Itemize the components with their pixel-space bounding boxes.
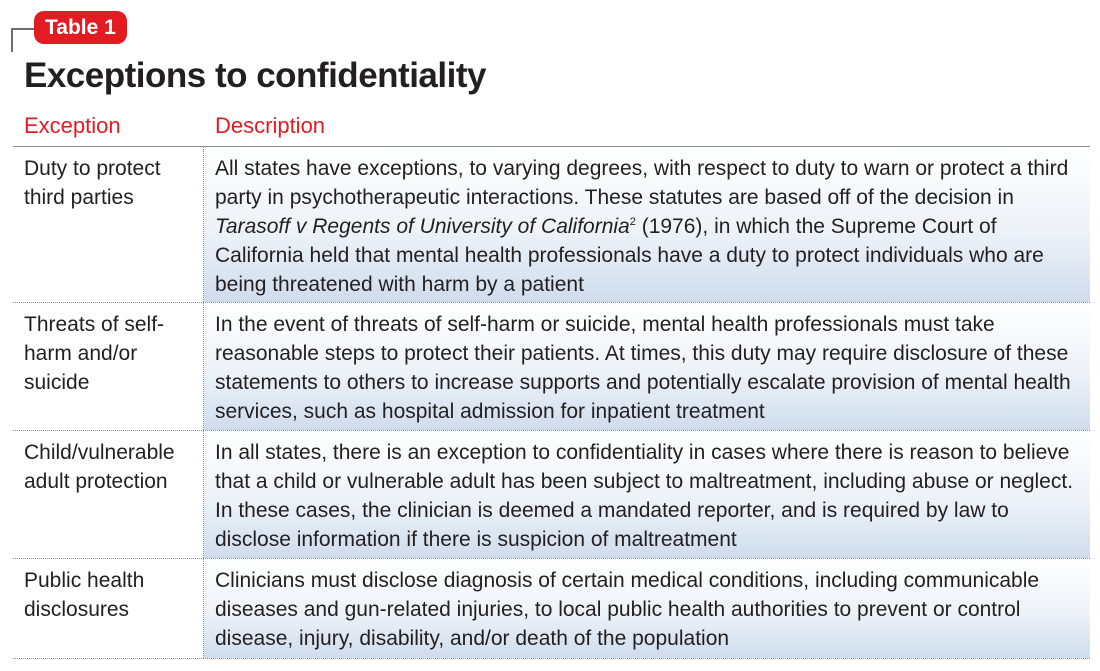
exception-cell: Child/vulnerable adult protection: [13, 431, 204, 558]
exception-cell: Duty to protect third parties: [13, 147, 204, 302]
description-cell: Clinicians must disclose diagnosis of certain medical conditions, including communicable diseases and gun-related injuries, to local public health authorities to prevent or control disease, injury, disability, and/or death of the population: [204, 559, 1090, 658]
description-text-continued: (1976), in which the Supreme Court of California held that mental health professionals have a duty to protect individuals who are being threatened with harm by a patient: [215, 215, 1044, 296]
case-citation: Tarasoff v Regents of University of California: [215, 215, 630, 238]
table-row: [13, 147, 1090, 303]
exception-cell: Threats of self-harm and/or suicide: [13, 303, 204, 430]
description-cell: In all states, there is an exception to confidentiality in cases where there is reason to believe that a child or vulnerable adult has been subject to maltreatment, including abuse or neglect. In these cases, the clinician is deemed a mandated reporter, and is required by law to disclose information if there is suspicion of maltreatment: [204, 431, 1090, 558]
table-row: [13, 559, 1090, 659]
column-header-exception: Exception: [24, 113, 121, 138]
table-number-badge: Table 1: [34, 11, 127, 44]
table-title: Exceptions to confidentiality: [24, 56, 486, 95]
exception-cell: Public health disclosures: [13, 559, 204, 658]
description-text: All states have exceptions, to varying degrees, with respect to duty to warn or protect a third party in psychotherapeutic interactions. These statutes are based off of the decision in: [215, 157, 1069, 209]
description-cell: In the event of threats of self-harm or suicide, mental health professionals must take reasonable steps to protect their patients. At times, this duty may require disclosure of these statements to others to increase supports and potentially escalate provision of mental health services, such as hospital admission for inpatient treatment: [204, 303, 1090, 430]
column-header-description: Description: [215, 113, 326, 138]
table-row: [13, 431, 1090, 559]
reference-superscript: 2: [629, 216, 636, 228]
table-row: [13, 303, 1090, 431]
confidentiality-table: [13, 146, 1090, 659]
description-cell: [204, 147, 1090, 302]
